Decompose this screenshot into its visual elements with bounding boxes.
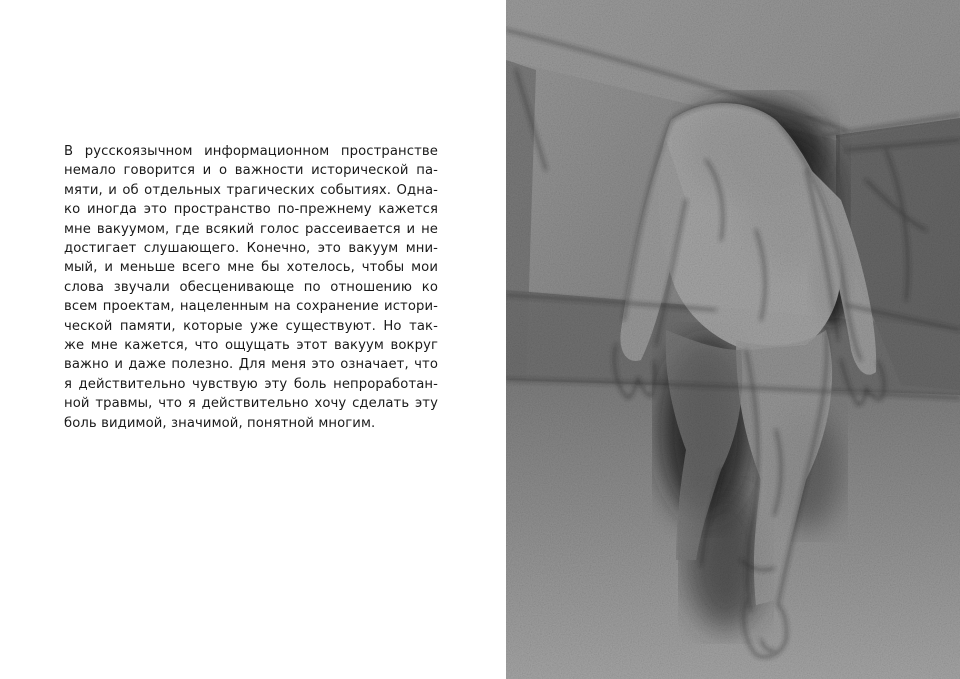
text-line: мяти, и об отдельных трагических событиях. Одна- bbox=[64, 182, 438, 198]
text-line: важно и даже полезно. Для меня это означает, что bbox=[64, 357, 438, 373]
text-line: мый, и меньше всего мне бы хотелось, чтобы мои bbox=[64, 260, 438, 276]
text-line: ко иногда это пространство по-прежнему кажется bbox=[64, 202, 438, 218]
illustration-page bbox=[506, 0, 960, 679]
body-paragraph bbox=[64, 142, 438, 433]
text-line: слова звучали обесценивающе по отношению ко bbox=[64, 279, 438, 295]
text-line: достигает слушающего. Конечно, это вакуум мни- bbox=[64, 241, 438, 257]
text-line: мне вакуумом, где всякий голос рассеивается и не bbox=[64, 221, 438, 237]
text-line: ческой памяти, которые уже существуют. Но так- bbox=[64, 318, 438, 334]
text-line: немало говорится и о важности исторической па- bbox=[64, 163, 438, 179]
text-line: В русскоязычном информационном пространстве bbox=[64, 144, 438, 159]
text-line: ной травмы, что я действительно хочу сделать эту bbox=[64, 396, 438, 412]
text-line: же мне кажется, что ощущать этот вакуум вокруг bbox=[64, 338, 438, 354]
pencil-drawing-figure-icon bbox=[506, 0, 960, 679]
text-line: я действительно чувствую эту боль непроработан- bbox=[64, 376, 438, 392]
text-line: всем проектам, нацеленным на сохранение истори- bbox=[64, 299, 438, 315]
text-line: боль видимой, значимой, понятной многим. bbox=[64, 415, 376, 431]
